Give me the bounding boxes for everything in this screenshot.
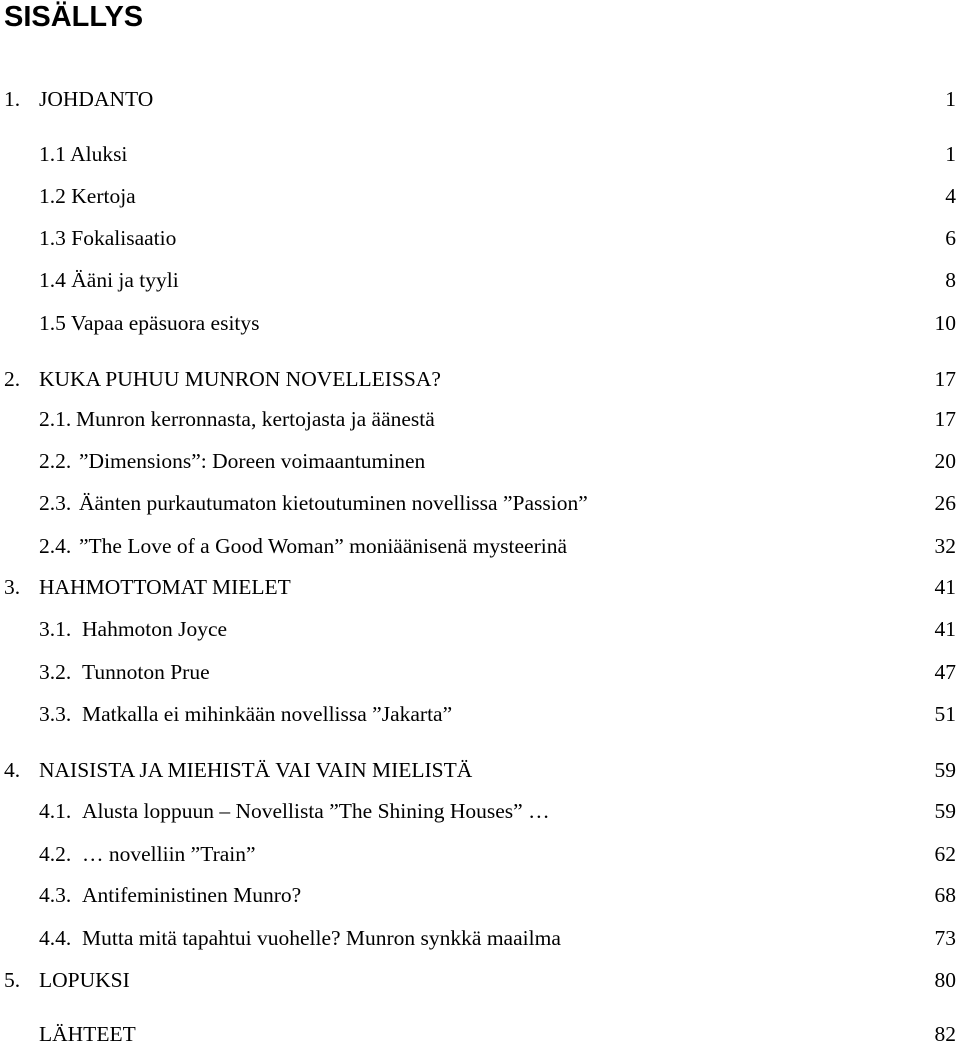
- toc-entry-page-number: 1: [945, 142, 956, 166]
- toc-entry-title: KUKA PUHUU MUNRON NOVELLEISSA?: [39, 367, 441, 391]
- toc-entry-title: ”Dimensions”: Doreen voimaantuminen: [79, 449, 426, 473]
- toc-entry-page-number: 32: [934, 534, 956, 558]
- toc-entry-number: 4.2.: [39, 842, 72, 866]
- toc-entry-page-number: 17: [934, 407, 956, 431]
- toc-entry-page-number: 20: [934, 449, 956, 473]
- toc-entry-page-number: 47: [934, 660, 956, 684]
- toc-entry-page-number: 68: [934, 883, 956, 907]
- toc-entry-page-number: 10: [934, 311, 956, 335]
- toc-entry-page-number: 1: [945, 87, 956, 111]
- toc-entry-number: 3.3.: [39, 702, 72, 726]
- toc-entry-number: 4.3.: [39, 883, 72, 907]
- toc-entry: [0, 404, 956, 434]
- toc-entry-page-number: 4: [945, 184, 956, 208]
- toc-entry: [0, 796, 956, 826]
- toc-entry-number: 2.4.: [39, 534, 72, 558]
- toc-entry-title: Munron kerronnasta, kertojasta ja äänestä: [76, 407, 435, 431]
- toc-entry-page-number: 62: [934, 842, 956, 866]
- toc-entry: [0, 614, 956, 644]
- toc-entry: [0, 839, 956, 869]
- toc-entry-title: 1.4 Ääni ja tyyli: [39, 268, 179, 292]
- toc-entry-page-number: 8: [945, 268, 956, 292]
- toc-entry-title: LOPUKSI: [39, 968, 130, 992]
- toc-entry-page-number: 26: [934, 491, 956, 515]
- toc-entry: [0, 965, 956, 995]
- toc-entry-number: 2.: [4, 367, 21, 391]
- toc-entry: [0, 364, 956, 394]
- toc-entry-page-number: 59: [934, 758, 956, 782]
- toc-entry-title: 1.5 Vapaa epäsuora esitys: [39, 311, 260, 335]
- toc-entry: [0, 84, 956, 114]
- toc-entry-title: 1.1 Aluksi: [39, 142, 128, 166]
- toc-entry-title: JOHDANTO: [39, 87, 154, 111]
- toc-entry-title: Hahmoton Joyce: [82, 617, 228, 641]
- toc-entry-number: 1.: [4, 87, 21, 111]
- toc-entry: [0, 657, 956, 687]
- toc-entry-title: HAHMOTTOMAT MIELET: [39, 575, 291, 599]
- page-title: SISÄLLYS: [4, 1, 144, 33]
- toc-entry-number: 3.: [4, 575, 21, 599]
- toc-entry-number: 3.2.: [39, 660, 72, 684]
- toc-entry-title: NAISISTA JA MIEHISTÄ VAI VAIN MIELISTÄ: [39, 758, 473, 782]
- toc-entry: [0, 181, 956, 211]
- toc-entry-title: Tunnoton Prue: [82, 660, 210, 684]
- toc-entry-number: 5.: [4, 968, 21, 992]
- toc-entry: [0, 572, 956, 602]
- toc-entry-title: LÄHTEET: [39, 1022, 136, 1046]
- toc-entry: [0, 880, 956, 910]
- toc-entry-title: Matkalla ei mihinkään novellissa ”Jakarta”: [82, 702, 453, 726]
- toc-entry-number: 2.2.: [39, 449, 72, 473]
- toc-entry-title: 1.2 Kertoja: [39, 184, 136, 208]
- toc-entry: [0, 446, 956, 476]
- toc-entry-title: Antifeministinen Munro?: [82, 883, 302, 907]
- toc-entry-title: Äänten purkautumaton kietoutuminen novellissa ”Passion”: [79, 491, 588, 515]
- toc-entry-title: 1.3 Fokalisaatio: [39, 226, 177, 250]
- toc-entry-number: 4.4.: [39, 926, 72, 950]
- toc-entry: [0, 308, 956, 338]
- toc-entry: [0, 488, 956, 518]
- toc-entry-title: Alusta loppuun – Novellista ”The Shining Houses” …: [82, 799, 550, 823]
- toc-entry: [0, 531, 956, 561]
- toc-entry-page-number: 51: [934, 702, 956, 726]
- toc-entry-number: 4.: [4, 758, 21, 782]
- toc-entry: [0, 139, 956, 169]
- toc-entry-page-number: 41: [934, 617, 956, 641]
- toc-entry-number: 2.3.: [39, 491, 72, 515]
- toc-entry-page-number: 82: [934, 1022, 956, 1046]
- toc-entry-title: ”The Love of a Good Woman” moniäänisenä mysteerinä: [79, 534, 568, 558]
- toc-entry: [0, 223, 956, 253]
- toc-entry: [0, 755, 956, 785]
- toc-entry-title: Mutta mitä tapahtui vuohelle? Munron synkkä maailma: [82, 926, 561, 950]
- toc-entry-number: 4.1.: [39, 799, 72, 823]
- toc-entry: [0, 923, 956, 953]
- toc-entry-number: 3.1.: [39, 617, 72, 641]
- toc-entry-number: 2.1.: [39, 407, 72, 431]
- toc-entry-page-number: 17: [934, 367, 956, 391]
- toc-entry: [0, 1019, 956, 1049]
- toc-entry-page-number: 41: [934, 575, 956, 599]
- toc-entry-page-number: 59: [934, 799, 956, 823]
- toc-entry: [0, 699, 956, 729]
- toc-entry-page-number: 80: [934, 968, 956, 992]
- toc-entry-page-number: 73: [934, 926, 956, 950]
- toc-entry-title: … novelliin ”Train”: [82, 842, 256, 866]
- toc-entry-page-number: 6: [945, 226, 956, 250]
- toc-entry: [0, 265, 956, 295]
